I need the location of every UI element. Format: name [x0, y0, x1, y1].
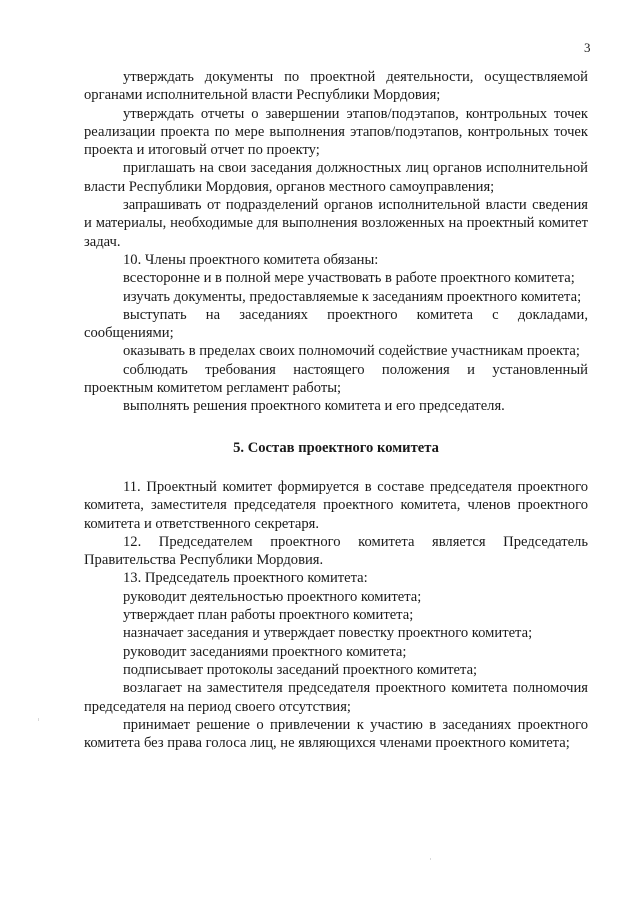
paragraph: оказывать в пределах своих полномочий содействие участникам проекта;: [123, 343, 580, 360]
paragraph: выполнять решения проектного комитета и его председателя.: [123, 398, 505, 415]
paragraph: утверждает план работы проектного комитета;: [123, 607, 414, 624]
paragraph: приглашать на свои заседания должностных лиц органов исполнительной власти Республики Мордовия, органов местного самоуправления;: [84, 160, 588, 195]
clause-10: 10. Члены проектного комитета обязаны:: [123, 251, 379, 268]
paragraph: утверждать документы по проектной деятельности, осуществляемой органами исполнительной власти Республики Мордовия;: [84, 69, 588, 104]
paragraph: выступать на заседаниях проектного комитета с докладами, сообщениями;: [84, 306, 588, 342]
clause-12: 12. Председателем проектного комитета является Председатель Правительства Республики Мордовия.: [84, 533, 588, 569]
paragraph: подписывает протоколы заседаний проектного комитета;: [123, 661, 478, 678]
paragraph: изучать документы, предоставляемые к заседаниям проектного комитета;: [123, 288, 582, 305]
clause-13: 13. Председатель проектного комитета:: [123, 570, 368, 587]
page-number: 3: [584, 40, 591, 55]
paragraph: возлагает на заместителя председателя проектного комитета полномочия председателя на период своего отсутствия;: [84, 680, 588, 715]
paragraph: принимает решение о привлечении к участию в заседаниях проектного комитета без права голоса лиц, не являющихся членами проектного комитета;: [84, 716, 588, 752]
paragraph: назначает заседания и утверждает повестку проектного комитета;: [123, 625, 533, 642]
paragraph: руководит деятельностью проектного комитета;: [123, 588, 422, 605]
scan-speck: [38, 718, 39, 721]
document-body: [84, 68, 588, 752]
scan-speck: [430, 858, 431, 860]
clause-11: 11. Проектный комитет формируется в составе председателя проектного комитета, заместителя председателя проектного комитета, членов проектного комитета и ответственного секретаря.: [84, 478, 588, 532]
paragraph: соблюдать требования настоящего положения и установленный проектным комитетом регламент работы;: [84, 361, 588, 397]
paragraph: утверждать отчеты о завершении этапов/подэтапов, контрольных точек реализации проекта по мере выполнения этапов/подэтапов, контрольных точек проекта и итоговый отчет по проекту;: [84, 105, 588, 159]
paragraph: всесторонне и в полной мере участвовать в работе проектного комитета;: [123, 270, 575, 287]
section-heading: 5. Состав проектного комитета: [233, 439, 439, 456]
paragraph: руководит заседаниями проектного комитета;: [123, 643, 407, 660]
paragraph: запрашивать от подразделений органов исполнительной власти сведения и материалы, необходимые для выполнения возложенных на проектный комитет задач.: [84, 197, 588, 250]
